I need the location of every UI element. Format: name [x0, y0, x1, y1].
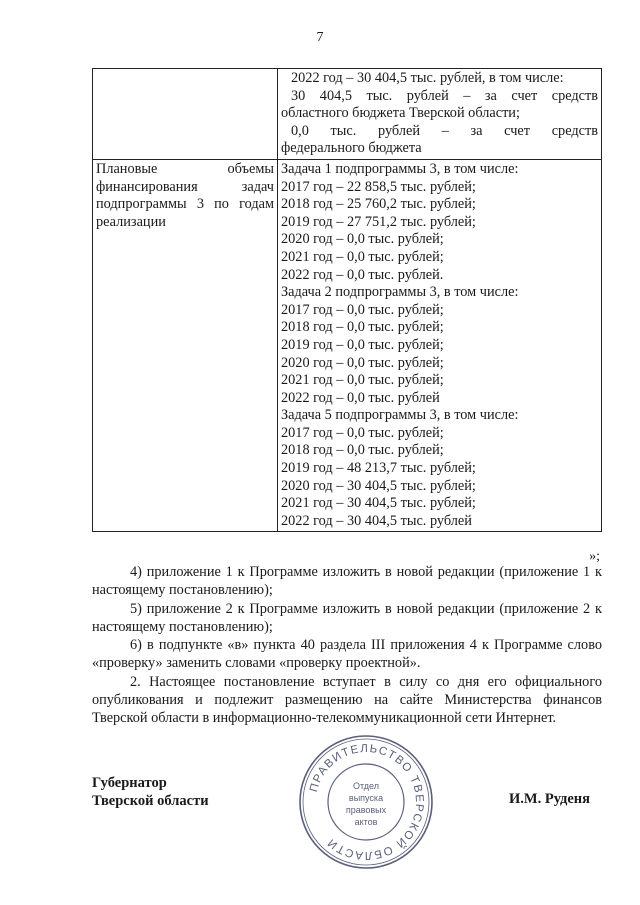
table-line: 2017 год – 0,0 тыс. рублей; [281, 424, 444, 441]
table-row [93, 69, 602, 160]
table-line: 2022 год – 30 404,5 тыс. рублей [281, 512, 472, 529]
table-cell-right [278, 159, 602, 531]
table-line: 2018 год – 0,0 тыс. рублей; [281, 442, 444, 459]
paragraph-section-2: 2. Настоящее постановление вступает в силу со дня его официального опубликования и подлежит размещению на сайте Министерства финансов Тверской области в информационно-телекоммуникационной сети Интернет. [92, 673, 602, 727]
table-row [93, 159, 602, 531]
paragraph-item-5: 5) приложение 2 к Программе изложить в новой редакции (приложение 2 к настоящему постановлению); [92, 600, 602, 635]
table-line: 2018 год – 25 760,2 тыс. рублей; [281, 196, 476, 213]
stamp-center-line: выпуска [348, 793, 384, 803]
table-cell-left-empty [93, 69, 278, 160]
stamp-center-line: правовых [345, 805, 387, 815]
table-cell-right [278, 69, 602, 160]
official-stamp [296, 732, 436, 872]
paragraph-item-6: 6) в подпункте «в» пункта 40 раздела III приложения 4 к Программе слово «проверку» заменить словами «проверку проектной». [92, 637, 602, 672]
table-line: 2018 год – 0,0 тыс. рублей; [281, 319, 444, 336]
stamp-ring-text: ПРАВИТЕЛЬСТВО ТВЕРСКОЙ ОБЛАСТИ [308, 742, 426, 862]
table-line: 2021 год – 30 404,5 тыс. рублей; [281, 495, 476, 512]
table-line: 2020 год – 30 404,5 тыс. рублей; [281, 477, 476, 494]
stamp-center-line: актов [354, 817, 378, 827]
table-line: 2021 год – 0,0 тыс. рублей; [281, 372, 444, 389]
table-line: 0,0 тыс. рублей – за счет средств [291, 122, 598, 139]
table-line: 2019 год – 0,0 тыс. рублей; [281, 336, 444, 353]
table-line: 30 404,5 тыс. рублей – за счет средств [291, 87, 598, 104]
table-line: Задача 1 подпрограммы 3, в том числе: [281, 160, 519, 177]
table-line: 2021 год – 0,0 тыс. рублей; [281, 248, 444, 265]
table-line: 2020 год – 0,0 тыс. рублей; [281, 231, 444, 248]
table-line: Задача 5 подпрограммы 3, в том числе: [281, 407, 519, 424]
table-line: 2020 год – 0,0 тыс. рублей; [281, 354, 444, 371]
table-line: 2022 год – 0,0 тыс. рублей. [281, 266, 444, 283]
table-line: 2019 год – 27 751,2 тыс. рублей; [281, 213, 476, 230]
stamp-seal [296, 732, 436, 872]
signatory-title [92, 774, 209, 810]
paragraph-item-4: 4) приложение 1 к Программе изложить в новой редакции (приложение 1 к настоящему постановлению); [92, 564, 602, 599]
signatory-name: И.М. Руденя [509, 791, 591, 807]
table-line: федерального бюджета [281, 140, 422, 157]
page-number: 7 [316, 30, 324, 45]
table-line: 2017 год – 0,0 тыс. рублей; [281, 301, 444, 318]
stamp-center-line: Отдел [352, 781, 380, 791]
table-line: областного бюджета Тверской области; [281, 105, 520, 122]
table-cell-label: Плановые объемы финансирования задач подпрограммы 3 по годам реализации [93, 159, 278, 531]
table-line: 2019 год – 48 213,7 тыс. рублей; [281, 460, 476, 477]
financing-table [92, 68, 602, 532]
body-text [92, 563, 602, 728]
table-line: 2022 год – 0,0 тыс. рублей [281, 389, 440, 406]
table-line: 2017 год – 22 858,5 тыс. рублей; [281, 178, 476, 195]
table-line: 2022 год – 30 404,5 тыс. рублей, в том числе: [291, 70, 564, 86]
closing-quote: »; [589, 549, 600, 564]
table-line: Задача 2 подпрограммы 3, в том числе: [281, 284, 519, 301]
signatory-title-line: Губернатор [92, 775, 167, 791]
signatory-title-line: Тверской области [92, 793, 209, 809]
